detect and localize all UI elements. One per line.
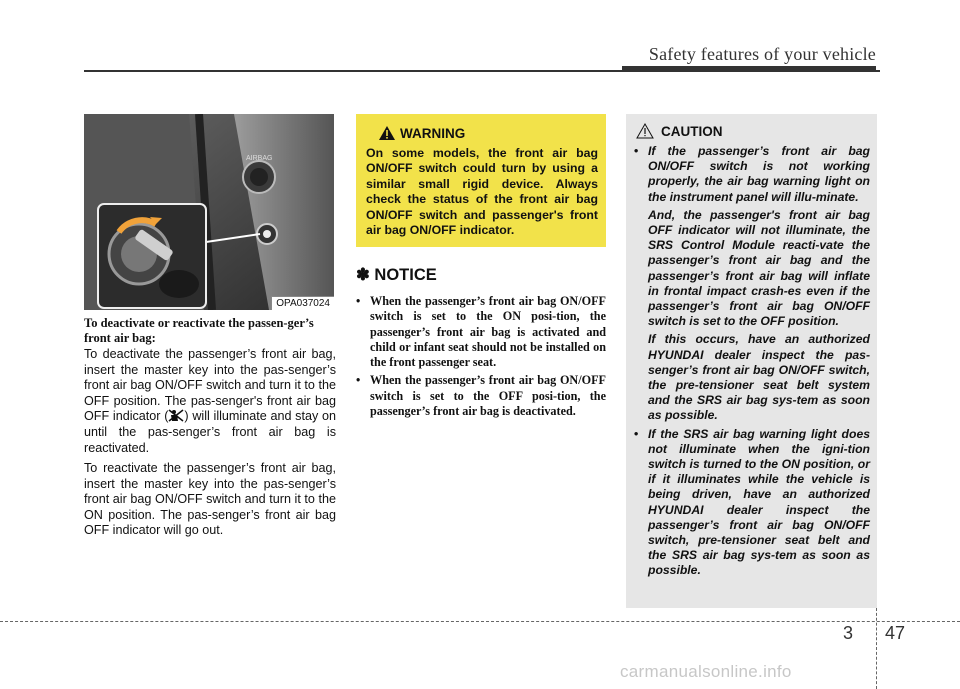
caution-subparagraph: And, the passenger's front air bag OFF indicator will not illuminate, the SRS Control Module reacti-vate the passenger’s front air bag and the passenger’s front air bag will inflate in frontal impact crash-es even if the passenger’s front air bag ON/OFF switch is set to the OFF position. (648, 207, 870, 329)
svg-text:AIRBAG: AIRBAG (246, 155, 273, 162)
deactivate-text-start: To deactivate the passenger’s front air bag, insert the master key into the pas-senger’s front air bag ON/OFF switch and turn it to the OFF position. The pas-senger's front air bag OFF indicator ( (84, 347, 336, 424)
dashboard-illustration (84, 114, 334, 310)
airbag-off-indicator-icon (168, 409, 184, 422)
notice-list (356, 294, 606, 422)
header-title: Safety features of your vehicle (648, 44, 876, 64)
caution-box (626, 114, 877, 608)
warning-title: WARNING (400, 126, 466, 141)
notice-item: • When the passenger’s front air bag ON/OFF switch is set to the ON posi-tion, the passenger’s front air bag is activated and child or infant seat should not be installed on the front passenger seat. (356, 294, 606, 370)
footer-rule (0, 621, 960, 622)
warning-triangle-icon (378, 125, 396, 141)
chapter-number: 3 (843, 623, 854, 643)
caution-item: • If the passenger’s front air bag ON/OFF switch is not working properly, the air bag warning light on the instrument panel will illu-minate. (634, 144, 870, 204)
notice-item: • When the passenger’s front air bag ON/OFF switch is set to the OFF posi-tion, the passenger’s front air bag is deactivated. (356, 373, 606, 419)
caution-body (634, 144, 870, 582)
reactivate-paragraph: To reactivate the passenger’s front air bag, insert the master key into the pas-senger’s front air bag ON/OFF switch and turn it to the ON position. The pas-senger’s front air bag OFF indicator will go out. (84, 461, 336, 538)
left-heading: To deactivate or reactivate the passen-ger’s front air bag: (84, 316, 314, 345)
airbag-switch-photo (84, 114, 334, 310)
caution-title: CAUTION (661, 124, 723, 139)
deactivate-paragraph (84, 347, 336, 456)
warning-text: On some models, the front air bag ON/OFF switch could turn by using a similar small rigid device. Always check the status of the front air bag ON/OFF switch and passenger's front air bag ON/OFF indicator. (366, 146, 598, 238)
caution-subparagraph: If this occurs, have an authorized HYUNDAI dealer inspect the pas-senger’s front air bag ON/OFF switch, the pre-tensioner seat belt system and the SRS air bag sys-tem as soon as possible. (648, 332, 870, 423)
caution-triangle-icon (636, 123, 654, 139)
header-rule-accent (622, 66, 876, 72)
footer-divider (876, 608, 877, 689)
page-number: 47 (885, 623, 906, 643)
warning-box (356, 114, 606, 247)
deactivate-text-end: ) will illuminate and stay on until the pas-senger’s front air bag is reactivated. (84, 409, 336, 455)
caution-item: • If the SRS air bag warning light does not illuminate when the igni-tion switch is turned to the ON position, or if it illuminates while the vehicle is being driven, have an authorized HYUNDAI dealer inspect the passenger’s front air bag ON/OFF switch, pre-tensioner seat belt and the SRS air bag sys-tem as soon as possible. (634, 426, 870, 578)
figure-code: OPA037024 (271, 296, 334, 310)
notice-title: ✽ NOTICE (356, 266, 437, 284)
watermark: carmanualsonline.info (620, 662, 792, 681)
